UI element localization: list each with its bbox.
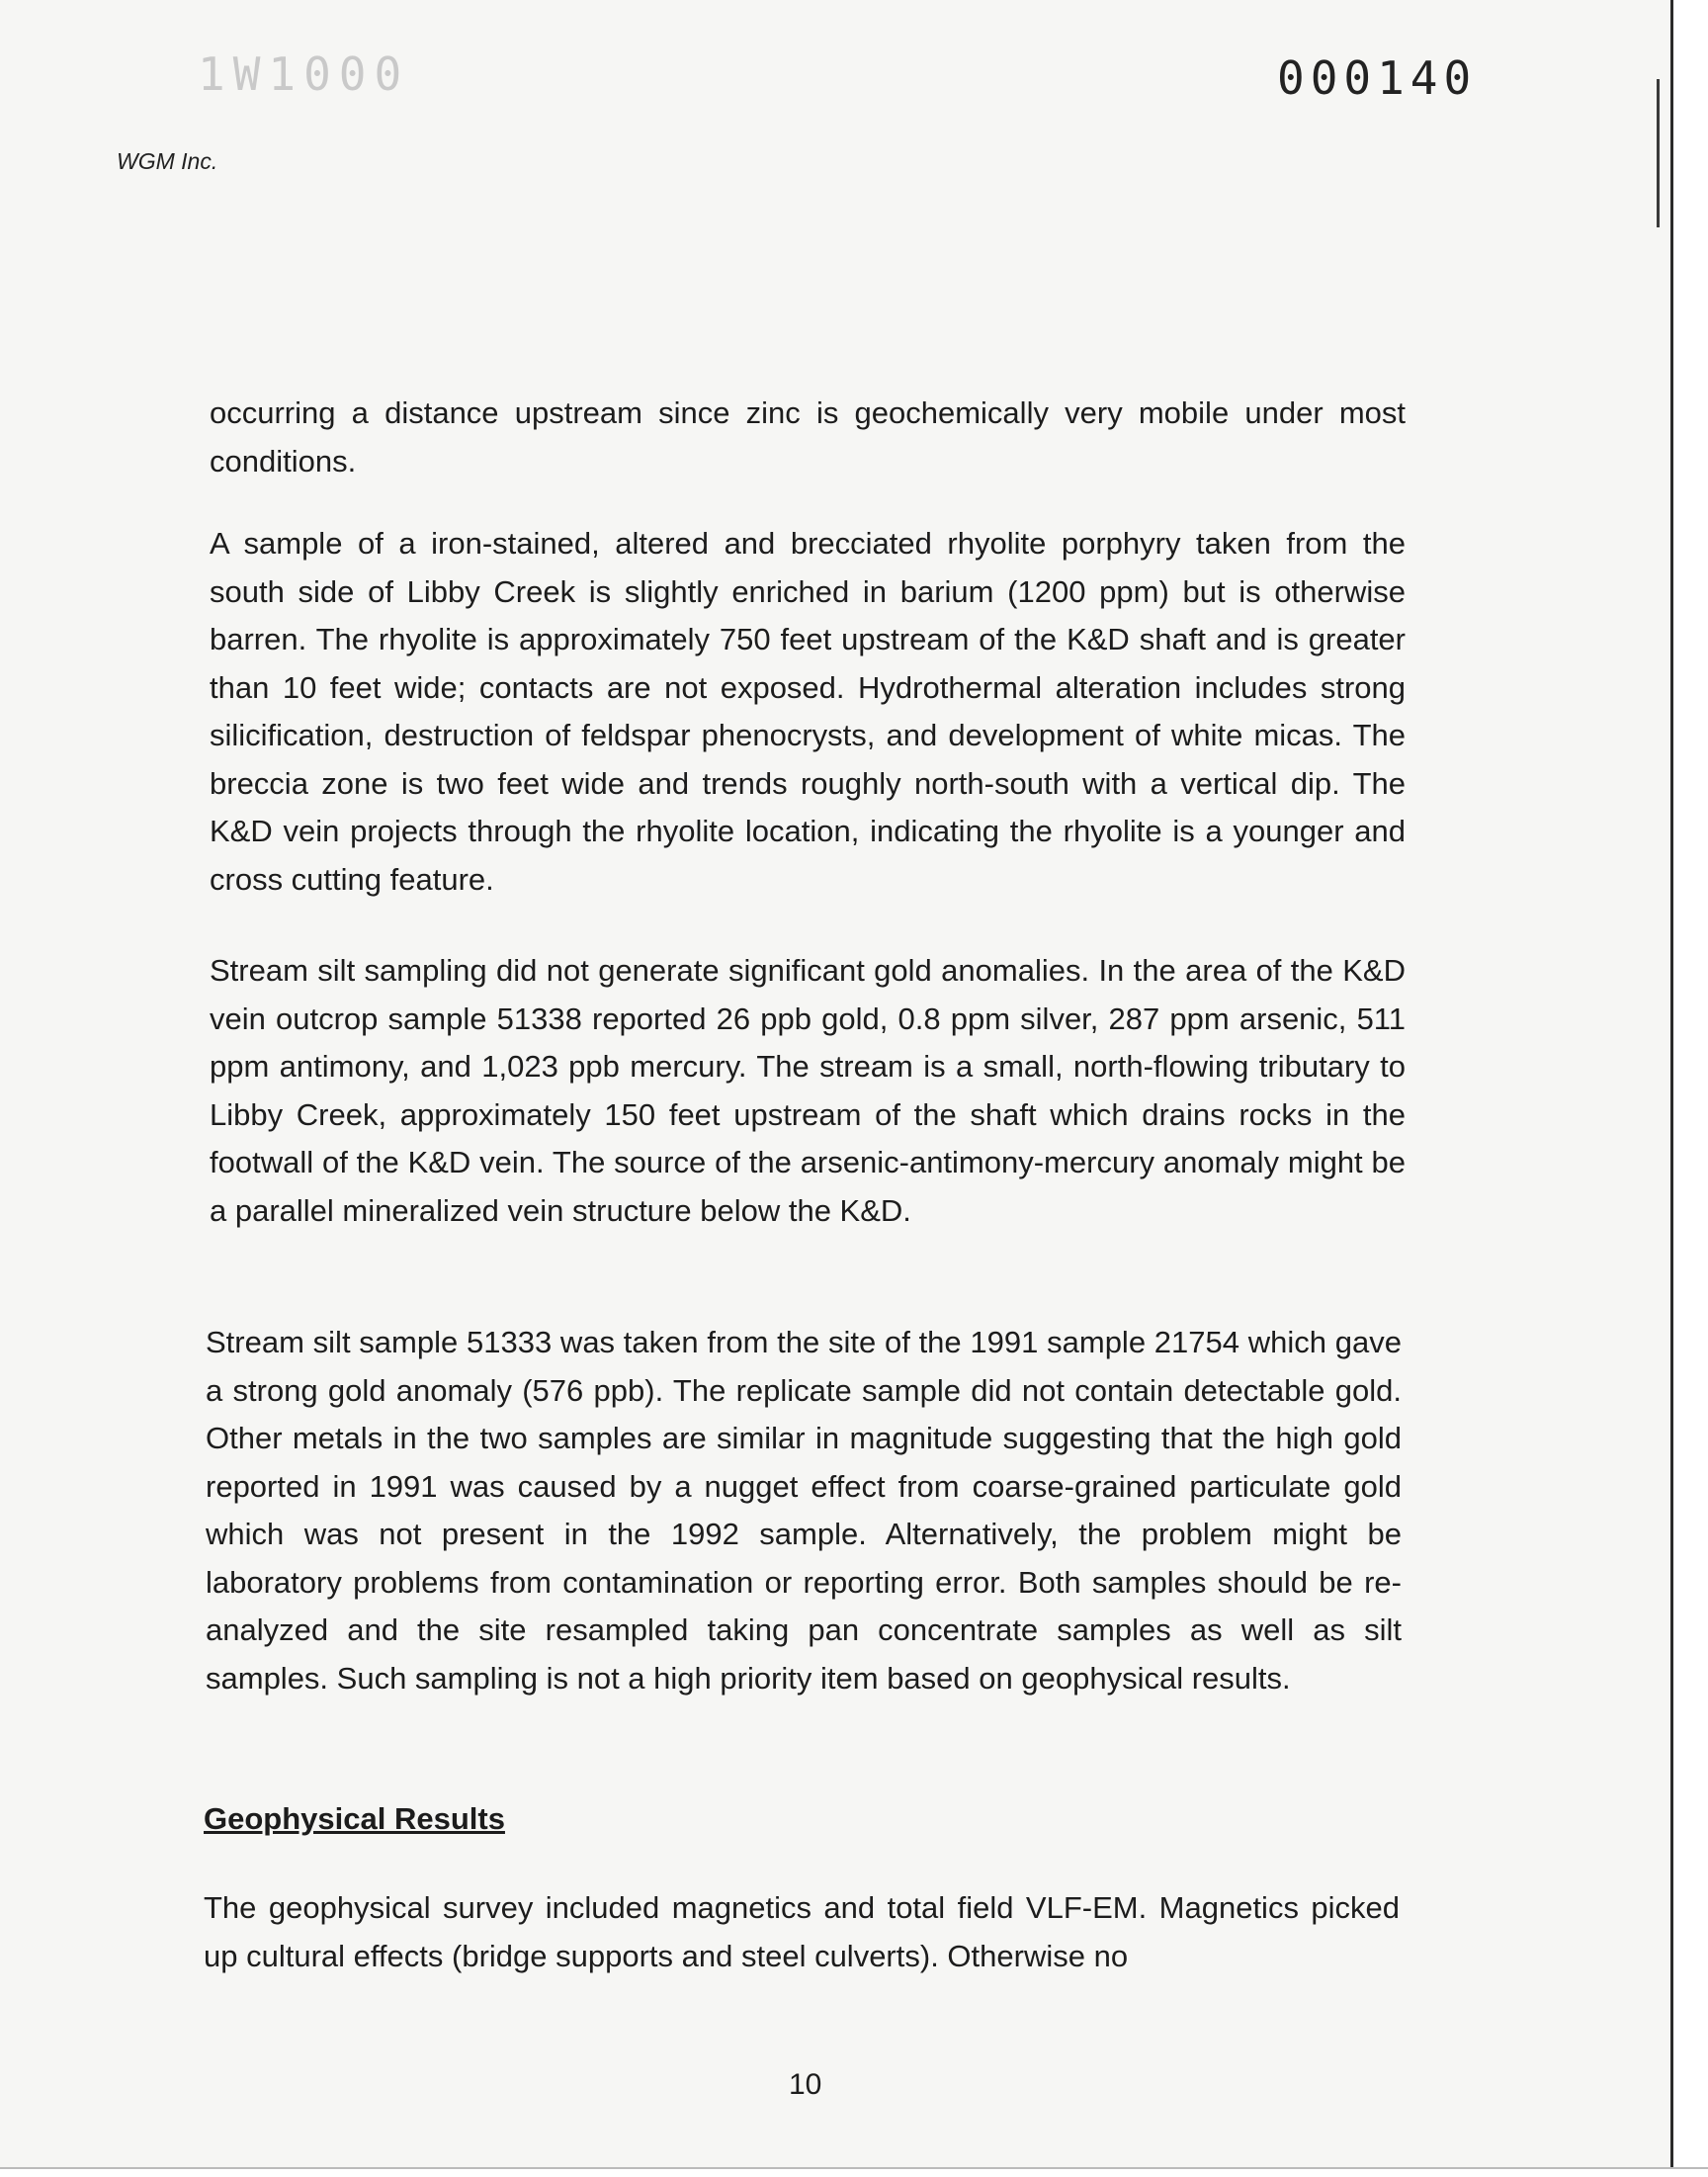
paragraph-4: Stream silt sample 51333 was taken from the site of the 1991 sample 21754 which gave a strong gold anomaly (576 ppb). The replicate sample did not contain detectable gold. Other metals in the two samples are similar in magnitude suggesting that the high gold reported in 1991 was caused by a nugget effect from coarse-grained particulate gold which was not present in the 1992 sample. Alternatively, the problem might be laboratory problems from contamination or reporting error. Both samples should be re-analyzed and the site resampled taking pan concentrate samples as well as silt samples. Such sampling is not a high priority item based on geophysical results. — [206, 1325, 1402, 1696]
scan-edge-bottom — [0, 2167, 1708, 2177]
section-heading: Geophysical Results — [204, 1801, 505, 1836]
faint-stamp-number: 1W1000 — [198, 47, 410, 101]
paragraph-2: A sample of a iron-stained, altered and brecciated rhyolite porphyry taken from the south side of Libby Creek is slightly enriched in barium (1200 ppm) but is otherwise barren. The rhyolite is approximately 750 feet upstream of the K&D shaft and is greater than 10 feet wide; contacts are not exposed. Hydrothermal alteration includes strong silicification, destruction of feldspar phenocrysts, and development of white micas. The breccia zone is two feet wide and trends roughly north-south with a vertical dip. The K&D vein projects through the rhyolite location, indicating the rhyolite is a younger and cross cutting feature. — [210, 526, 1406, 897]
paragraph-1: occurring a distance upstream since zinc is geochemically very mobile under most conditions. — [210, 395, 1406, 479]
scan-edge-right — [1670, 0, 1708, 2175]
page-number: 10 — [789, 2068, 822, 2101]
paragraph-3: Stream silt sampling did not generate significant gold anomalies. In the area of the K&D vein outcrop sample 51338 reported 26 ppb gold, 0.8 ppm silver, 287 ppm arsenic, 511 ppm antimony, and 1,023 ppb mercury. The stream is a small, north-flowing tributary to Libby Creek, approximately 150 feet upstream of the shaft which drains rocks in the footwall of the K&D vein. The source of the arsenic-antimony-mercury anomaly might be a parallel mineralized vein structure below the K&D. — [210, 953, 1406, 1228]
scan-mark — [1657, 79, 1660, 227]
company-name: WGM Inc. — [117, 148, 218, 174]
document-number: 000140 — [1277, 51, 1478, 105]
paragraph-5: The geophysical survey included magnetics and total field VLF-EM. Magnetics picked up cultural effects (bridge supports and steel culverts). Otherwise no — [204, 1890, 1400, 1973]
